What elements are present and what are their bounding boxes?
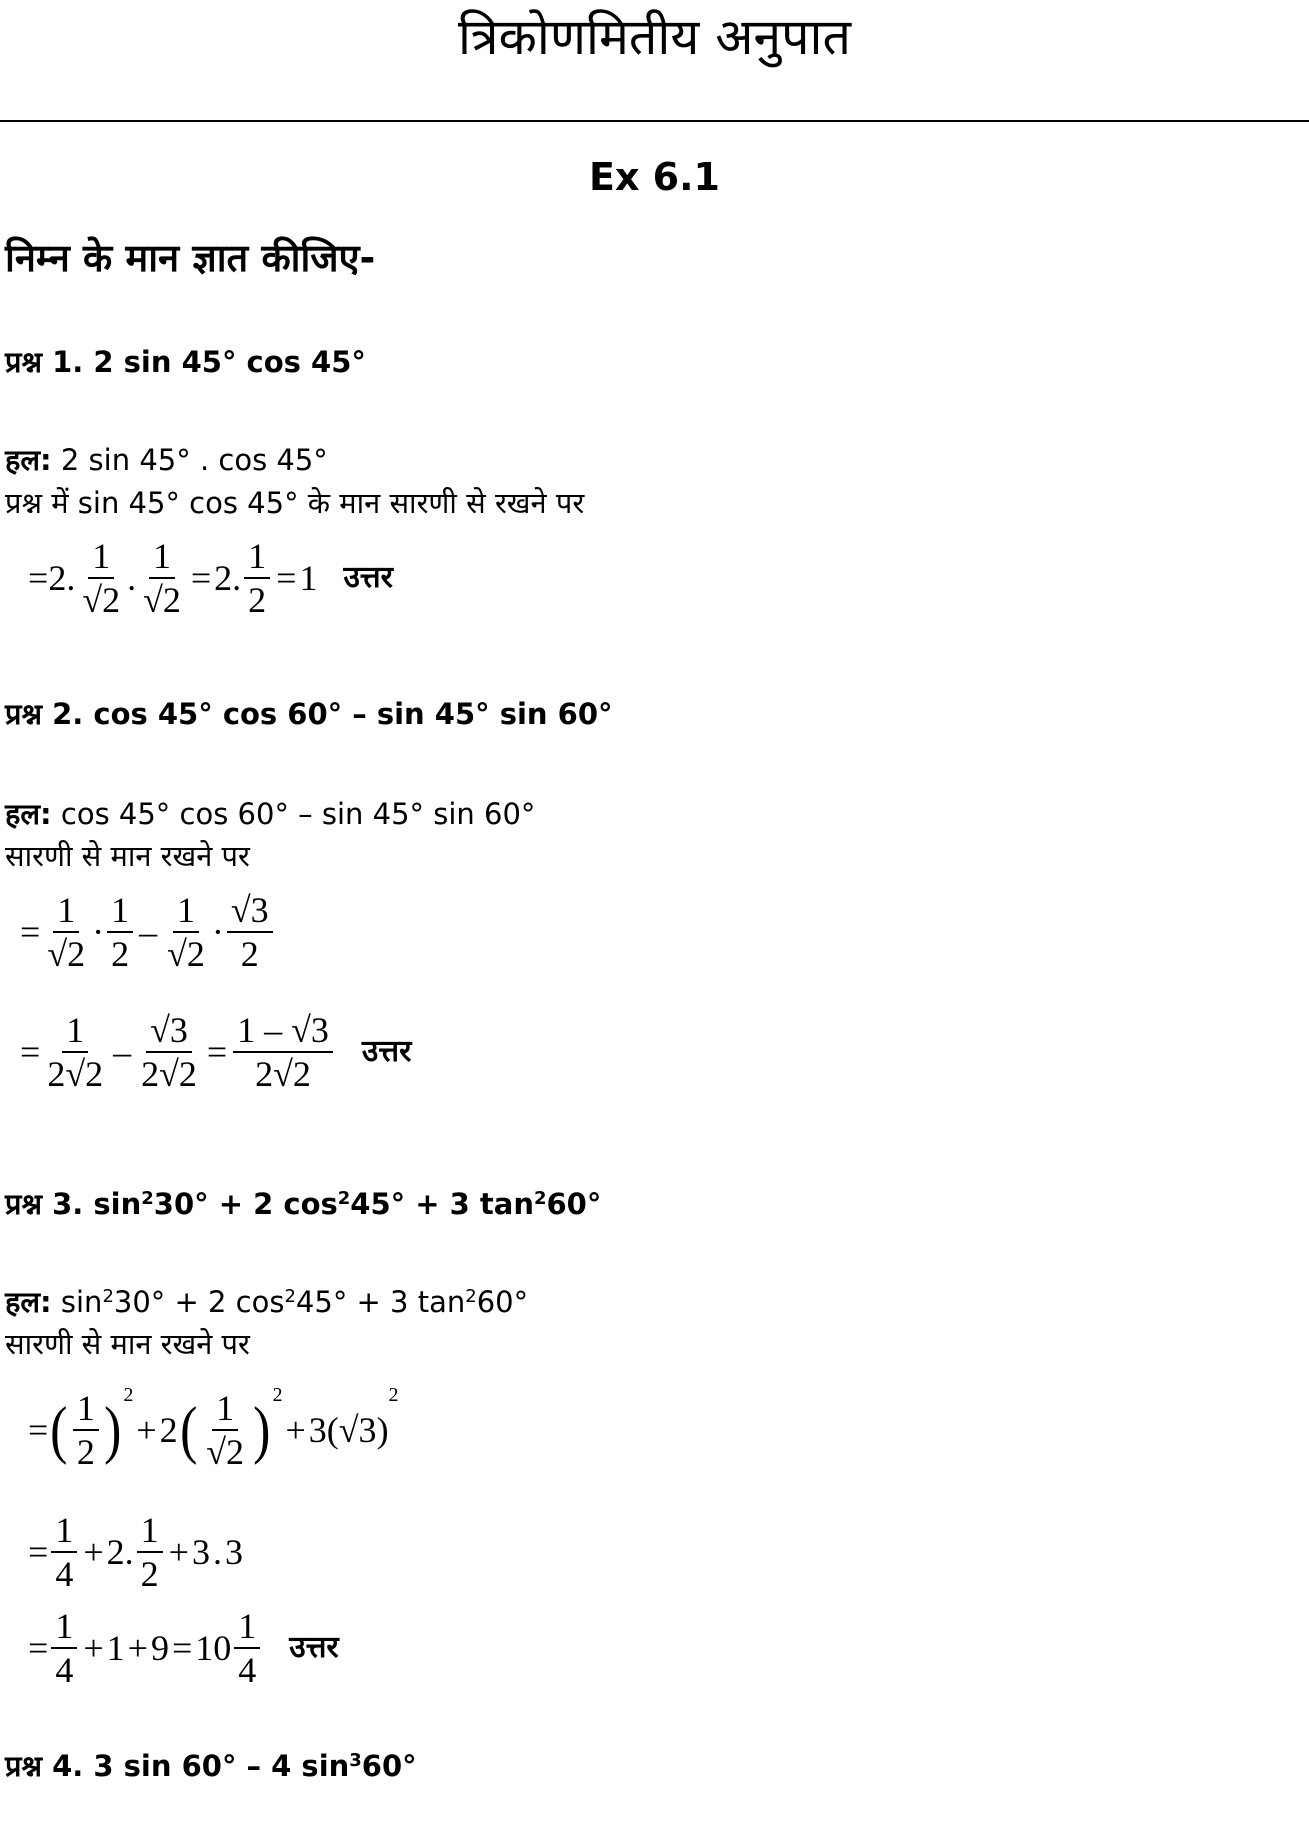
instruction-heading: निम्न के मान ज्ञात कीजिए- [5,236,376,280]
math-fraction: $\frac{1}{√2}$ [82,536,121,620]
solution-label: हल: [5,797,52,831]
math-symbol: = [28,1532,49,1572]
solution-3-equation-1: = ( $\frac{1}{2}$ ) 2 + 2 ( $\frac{1}{√2}$ ) 2 + 3 ( √3 ) 2 [28,1384,399,1472]
solution-label: हल: [5,1285,52,1319]
solution-1-step: प्रश्न में sin 45° cos 45° के मान सारणी से रखने पर [5,486,585,520]
math-symbol: . [124,1532,134,1572]
math-paren: ) [253,1393,271,1466]
solution-3-equation-2 [28,1512,243,1592]
math-symbol: = [206,1032,228,1072]
math-paren: ( [326,1410,339,1450]
math-symbol: = [20,1032,41,1072]
solution-1-equation [28,538,393,618]
math-fraction: $\frac{1}{2}$ [137,1512,163,1592]
solution-label: हल: [5,443,52,477]
math-number: 1 [299,558,318,598]
math-symbol: + [127,1628,148,1668]
solution-expression: cos 45° cos 60° – sin 45° sin 60° [60,797,536,831]
solution-2-line [5,794,535,834]
question-4: प्रश्न 4. 3 sin 60° – 4 $\sin^360^\circ$ [5,1749,417,1783]
math-number: 3 [224,1532,243,1572]
math-symbol: = [276,558,297,598]
solution-3-line: हल: $\sin^230^\circ + 2$ $\cos^245^\circ + 3$ $\tan^260^\circ$ [5,1285,529,1319]
math-symbol: + [285,1410,306,1450]
math-number: 2 [48,558,67,598]
math-paren: ) [104,1393,122,1466]
math-symbol: = [171,1628,193,1668]
math-fraction: $\frac{1}{4}$ [51,1512,77,1592]
math-symbol: + [83,1532,104,1572]
math-fraction: $\frac{1}{√2}$ [47,890,86,974]
math-fraction: $\frac{1}{4}$ [51,1608,77,1688]
math-symbol: = [28,1628,49,1668]
math-number: 2 [106,1532,125,1572]
math-symbol: = [28,558,49,598]
solution-2-equation-2 [20,1012,411,1092]
math-symbol: . [212,1532,222,1572]
math-symbol: – [113,1032,132,1072]
math-fraction: $\frac{√3}{2√2}$ [141,1010,197,1094]
math-fraction: $\frac{1}{2}$ [107,892,133,972]
title-divider [0,120,1309,122]
solution-2-equation-1 [20,892,276,972]
question-1: प्रश्न 1. 2 sin 45° cos 45° [5,345,366,379]
math-number: 2 [214,558,233,598]
math-number: 3 [191,1532,210,1572]
math-fraction: $\frac{1}{2}$ [244,538,270,618]
solution-expression: 2 sin 45° . cos 45° [60,443,328,477]
math-symbol: = [190,558,212,598]
answer-word: उत्तर [361,1034,412,1069]
math-symbol: + [83,1628,104,1668]
math-paren: ( [179,1393,198,1466]
math-symbol: – [139,912,158,952]
answer-word: उत्तर [289,1630,339,1665]
math-fraction: $\frac{1}{2√2}$ [47,1010,104,1094]
math-fraction: $\frac{1}{√2}$ [143,536,181,620]
solution-2-step: सारणी से मान रखने पर [5,839,250,873]
solution-1-line [5,440,328,480]
math-symbol: = [28,1410,49,1450]
question-2: प्रश्न 2. cos 45° cos 60° – sin 45° sin 60° [5,697,613,731]
math-number: 3 [308,1410,327,1450]
math-fraction: $\frac{√3}{2}$ [227,892,273,972]
math-symbol: + [168,1532,189,1572]
math-fraction: $\frac{1}{√2}$ [167,890,205,974]
math-number: 1 [106,1628,125,1668]
math-number: 9 [150,1628,169,1668]
math-mixed-number: 10 $\frac{1}{4}$ [195,1608,263,1688]
math-symbol: . [232,558,242,598]
math-symbol: . [66,558,76,598]
math-symbol: · [211,912,224,952]
math-fraction: $\frac{1}{√2}$ [206,1388,245,1472]
math-paren: ) [376,1410,389,1450]
math-fraction: $\frac{1}{4}$ [234,1608,260,1688]
math-fraction: $\frac{1}{2}$ [73,1390,99,1470]
math-symbol: = [20,912,41,952]
page-title: त्रिकोणमितीय अनुपात [457,8,852,66]
math-number: 2 [159,1410,178,1450]
math-symbol: + [136,1410,157,1450]
math-paren: ( [50,1393,68,1466]
question-3: प्रश्न 3. $\sin^230^\circ + 2$ $\cos^245^\circ + 3$ $\tan^260^\circ$ [5,1187,602,1221]
math-symbol: . [127,558,137,598]
exercise-heading: Ex 6.1 [588,155,720,199]
math-symbol: · [92,912,105,952]
answer-word: उत्तर [343,560,393,595]
solution-3-equation-3 [28,1608,339,1688]
math-fraction: $\frac{1 - √3}{2√2}$ [233,1012,333,1092]
solution-3-step: सारणी से मान रखने पर [5,1327,250,1361]
